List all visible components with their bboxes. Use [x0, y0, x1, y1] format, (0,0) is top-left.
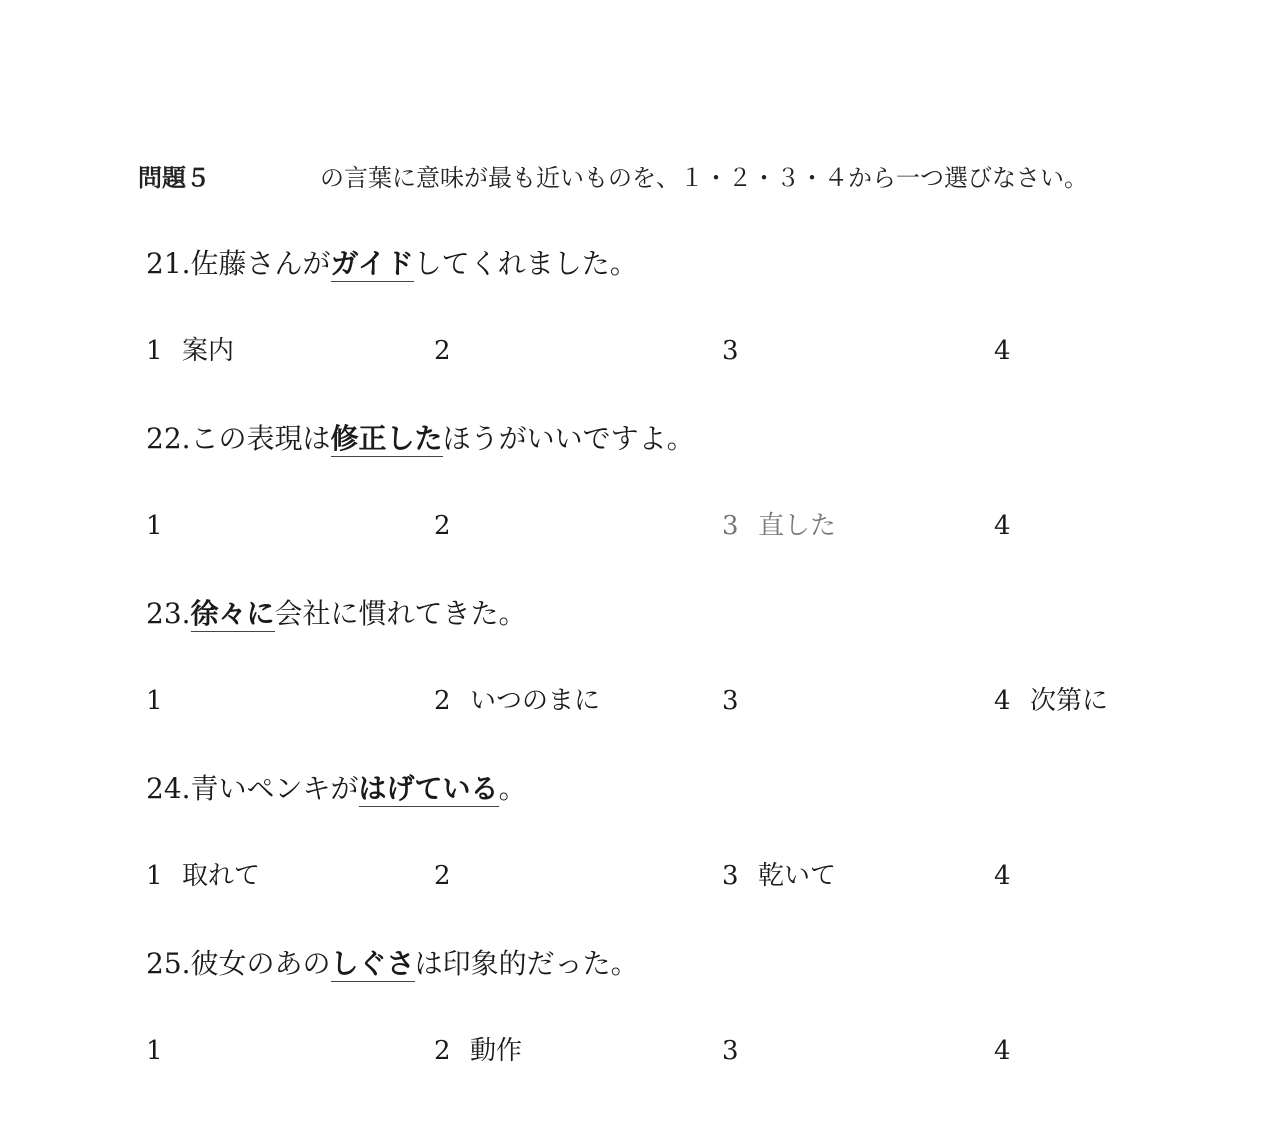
answer-option-3[interactable] [722, 681, 758, 721]
option-number: 3 [722, 861, 739, 891]
underlined-target-word: ガイド [330, 247, 414, 280]
question-text-after: 。 [498, 772, 527, 805]
option-number: 3 [722, 686, 739, 716]
option-number: 3 [722, 336, 739, 366]
option-text: 取れて [182, 861, 261, 891]
answer-option-2[interactable] [434, 681, 600, 721]
answer-options-24 [0, 856, 1280, 896]
question-text-after: 会社に慣れてきた。 [274, 597, 527, 630]
section-instruction: の言葉に意味が最も近いものを、１・２・３・４から一つ選びなさい。 [320, 164, 1088, 192]
option-number: 4 [994, 686, 1011, 716]
question-text-before: 佐藤さんが [190, 247, 331, 280]
answer-option-4[interactable] [994, 1031, 1030, 1071]
question-23 [146, 594, 527, 634]
option-number: 2 [434, 686, 451, 716]
option-number: 1 [146, 686, 163, 716]
option-number: 1 [146, 511, 163, 541]
question-text-after: は印象的だった。 [414, 947, 639, 980]
option-text: 乾いて [758, 861, 837, 891]
option-text: 次第に [1030, 686, 1109, 716]
underlined-target-word: 修正した [330, 422, 443, 455]
question-text-before: 彼女のあの [190, 947, 331, 980]
answer-option-2[interactable] [434, 1031, 522, 1071]
answer-option-3[interactable] [722, 1031, 758, 1071]
option-number: 3 [722, 1036, 739, 1066]
option-number: 4 [994, 336, 1011, 366]
answer-option-2[interactable] [434, 331, 470, 371]
question-number: 22. [146, 422, 191, 455]
option-text: 動作 [470, 1036, 523, 1066]
question-text-before: この表現は [190, 422, 331, 455]
question-number: 25. [146, 947, 191, 980]
question-text-before: 青いペンキが [190, 772, 359, 805]
answer-option-1[interactable] [146, 681, 182, 721]
answer-option-4[interactable] [994, 331, 1030, 371]
option-text: 案内 [182, 336, 235, 366]
option-text: いつのまに [470, 686, 601, 716]
section-label: 問題５ [138, 164, 210, 192]
answer-option-1[interactable] [146, 506, 182, 546]
answer-options-23 [0, 681, 1280, 721]
answer-options-21 [0, 331, 1280, 371]
option-number: 2 [434, 1036, 451, 1066]
option-number: 2 [434, 861, 451, 891]
question-number: 23. [146, 597, 191, 630]
option-text: 直した [758, 511, 837, 541]
answer-option-1[interactable] [146, 856, 260, 896]
option-number: 2 [434, 336, 451, 366]
answer-option-1[interactable] [146, 331, 234, 371]
option-number: 1 [146, 336, 163, 366]
question-21 [146, 244, 638, 284]
option-number: 4 [994, 861, 1011, 891]
answer-option-4[interactable] [994, 681, 1108, 721]
question-number: 24. [146, 772, 191, 805]
question-number: 21. [146, 247, 191, 280]
question-24 [146, 769, 527, 809]
option-number: 1 [146, 861, 163, 891]
answer-option-3[interactable] [722, 856, 836, 896]
option-number: 4 [994, 1036, 1011, 1066]
answer-options-25 [0, 1031, 1280, 1071]
question-25 [146, 944, 639, 984]
option-number: 4 [994, 511, 1011, 541]
option-number: 3 [722, 511, 739, 541]
option-number: 1 [146, 1036, 163, 1066]
question-22 [146, 419, 695, 459]
option-number: 2 [434, 511, 451, 541]
answer-option-2[interactable] [434, 856, 470, 896]
question-text-after: ほうがいいですよ。 [442, 422, 695, 455]
answer-option-1[interactable] [146, 1031, 182, 1071]
section-header [138, 160, 1138, 196]
answer-option-3[interactable] [722, 331, 758, 371]
answer-options-22 [0, 506, 1280, 546]
underlined-target-word: しぐさ [330, 947, 415, 980]
underlined-target-word: はげている [358, 772, 499, 805]
answer-option-4[interactable] [994, 856, 1030, 896]
answer-option-2[interactable] [434, 506, 470, 546]
underlined-target-word: 徐々に [190, 597, 275, 630]
answer-option-4[interactable] [994, 506, 1030, 546]
question-text-after: してくれました。 [413, 247, 638, 280]
answer-option-3[interactable] [722, 506, 836, 546]
